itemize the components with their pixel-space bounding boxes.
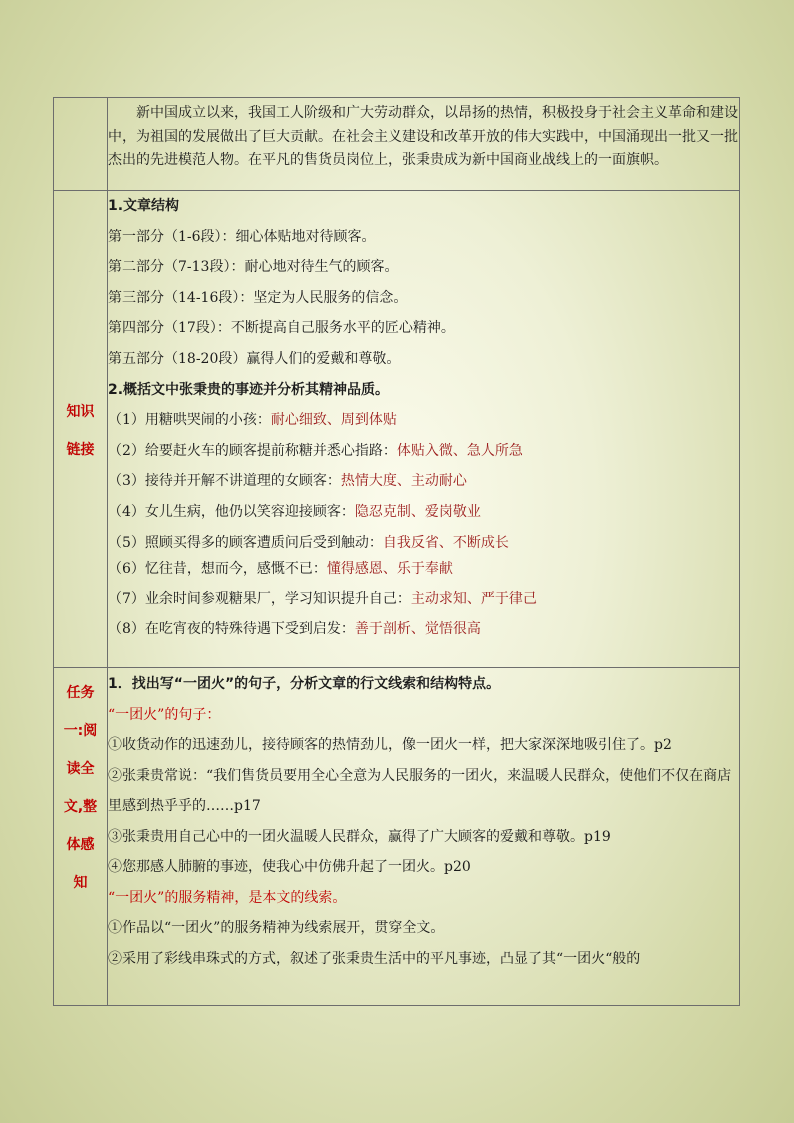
deed-text: （5）照顾买得多的顾客遭质问后受到触动：	[108, 534, 383, 551]
knowledge-label-line: 知识	[66, 404, 95, 420]
deeds-heading: 2.概括文中张秉贵的事迹并分析其精神品质。	[108, 381, 390, 398]
task-cell	[108, 668, 740, 1006]
structure-heading: 1.文章结构	[108, 198, 180, 214]
deed-item	[108, 584, 739, 615]
deed-quality: 热情大度、主动耐心	[340, 473, 467, 490]
lesson-table	[53, 97, 740, 1006]
deed-quality: 自我反省、不断成长	[382, 534, 509, 551]
intro-cell	[108, 98, 740, 191]
deed-text: （3）接待并开解不讲道理的女顾客：	[108, 473, 341, 490]
deed-quality: 善于剖析、觉悟很高	[354, 621, 481, 638]
deed-text: （2）给要赶火车的顾客提前称糖并悉心指路：	[108, 442, 397, 459]
deed-item	[108, 614, 739, 645]
intro-row	[54, 98, 740, 191]
deed-item	[108, 436, 739, 467]
knowledge-label-line: 链接	[66, 442, 95, 458]
intro-label	[54, 98, 108, 191]
deed-item	[108, 405, 739, 436]
sentence-item: ④您那感人肺腑的事迹，使我心中仿佛升起了一团火。p20	[108, 859, 471, 875]
deed-text: （7）业余时间参观糖果厂，学习知识提升自己：	[108, 590, 411, 607]
deed-quality: 隐忍克制、爱岗敬业	[354, 503, 481, 520]
analysis-item: ②采用了彩线串珠式的方式，叙述了张秉贵生活中的平凡事迹，凸显了其“一团火“般的	[108, 950, 641, 967]
task-label-line: 知	[73, 875, 88, 891]
deed-text: （4）女儿生病，他仍以笑容迎接顾客：	[108, 503, 355, 520]
knowledge-label	[54, 191, 108, 668]
deed-item	[108, 497, 739, 528]
intro-paragraph: 新中国成立以来，我国工人阶级和广大劳动群众，以昂扬的热情，积极投身于社会主义革命和建设中，为祖国的发展做出了巨大贡献。在社会主义建设和改革开放的伟大实践中，中国涌现出一批又一批杰出的先进模范人物。在平凡的售货员岗位上，张秉贵成为新中国商业战线上的一面旗帜。	[108, 105, 738, 168]
deed-text: （1）用糖哄哭闹的小孩：	[108, 412, 271, 429]
sentence-item: ②张秉贵常说：“我们售货员要用全心全意为人民服务的一团火，来温暖人民群众，使他们不仅在商店里感到热乎乎的……p17	[108, 767, 732, 814]
knowledge-row	[54, 191, 740, 668]
deed-quality: 体贴入微、急人所急	[396, 442, 523, 459]
deed-quality: 主动求知、严于律己	[410, 590, 537, 607]
task-question: 1．找出写“一团火”的句子，分析文章的行文线索和结构特点。	[108, 676, 501, 692]
sentence-item: ③张秉贵用自己心中的一团火温暖人民群众，赢得了广大顾客的爱戴和尊敬。p19	[108, 828, 611, 845]
clue-statement: “一团火”的服务精神，是本文的线索。	[108, 889, 347, 906]
sentence-item: ①收货动作的迅速劲儿，接待顾客的热情劲儿，像一团火一样，把大家深深地吸引住了。p2	[108, 737, 672, 753]
task-label-line: 一:阅	[63, 723, 98, 739]
structure-part: 第一部分（1-6段）：细心体贴地对待顾客。	[108, 228, 376, 245]
deed-text: （8）在吃宵夜的特殊待遇下受到启发：	[108, 621, 355, 638]
deed-item	[108, 556, 739, 582]
deed-text: （6）忆往昔，想而今，感慨不已：	[108, 560, 327, 577]
task-label-line: 任务	[66, 685, 95, 701]
analysis-item: ①作品以“一团火”的服务精神为线索展开，贯穿全文。	[108, 920, 445, 936]
task-label-line: 读全	[66, 761, 95, 777]
structure-part: 第四部分（17段）：不断提高自己服务水平的匠心精神。	[108, 320, 455, 337]
deed-item	[108, 466, 739, 497]
structure-part: 第五部分（18-20段）赢得人们的爱戴和尊敬。	[108, 350, 401, 367]
task-label	[54, 668, 108, 1006]
task-row	[54, 668, 740, 1006]
deed-item	[108, 530, 739, 556]
sentences-heading: “一团火”的句子：	[108, 706, 221, 723]
task-label-line: 体感	[66, 837, 95, 853]
deed-quality: 耐心细致、周到体贴	[270, 412, 397, 429]
structure-part: 第三部分（14-16段）：坚定为人民服务的信念。	[108, 289, 408, 306]
knowledge-cell	[108, 191, 740, 668]
structure-part: 第二部分（7-13段）：耐心地对待生气的顾客。	[108, 259, 399, 276]
deed-quality: 懂得感恩、乐于奉献	[326, 560, 453, 577]
task-label-line: 文,整	[63, 799, 98, 815]
